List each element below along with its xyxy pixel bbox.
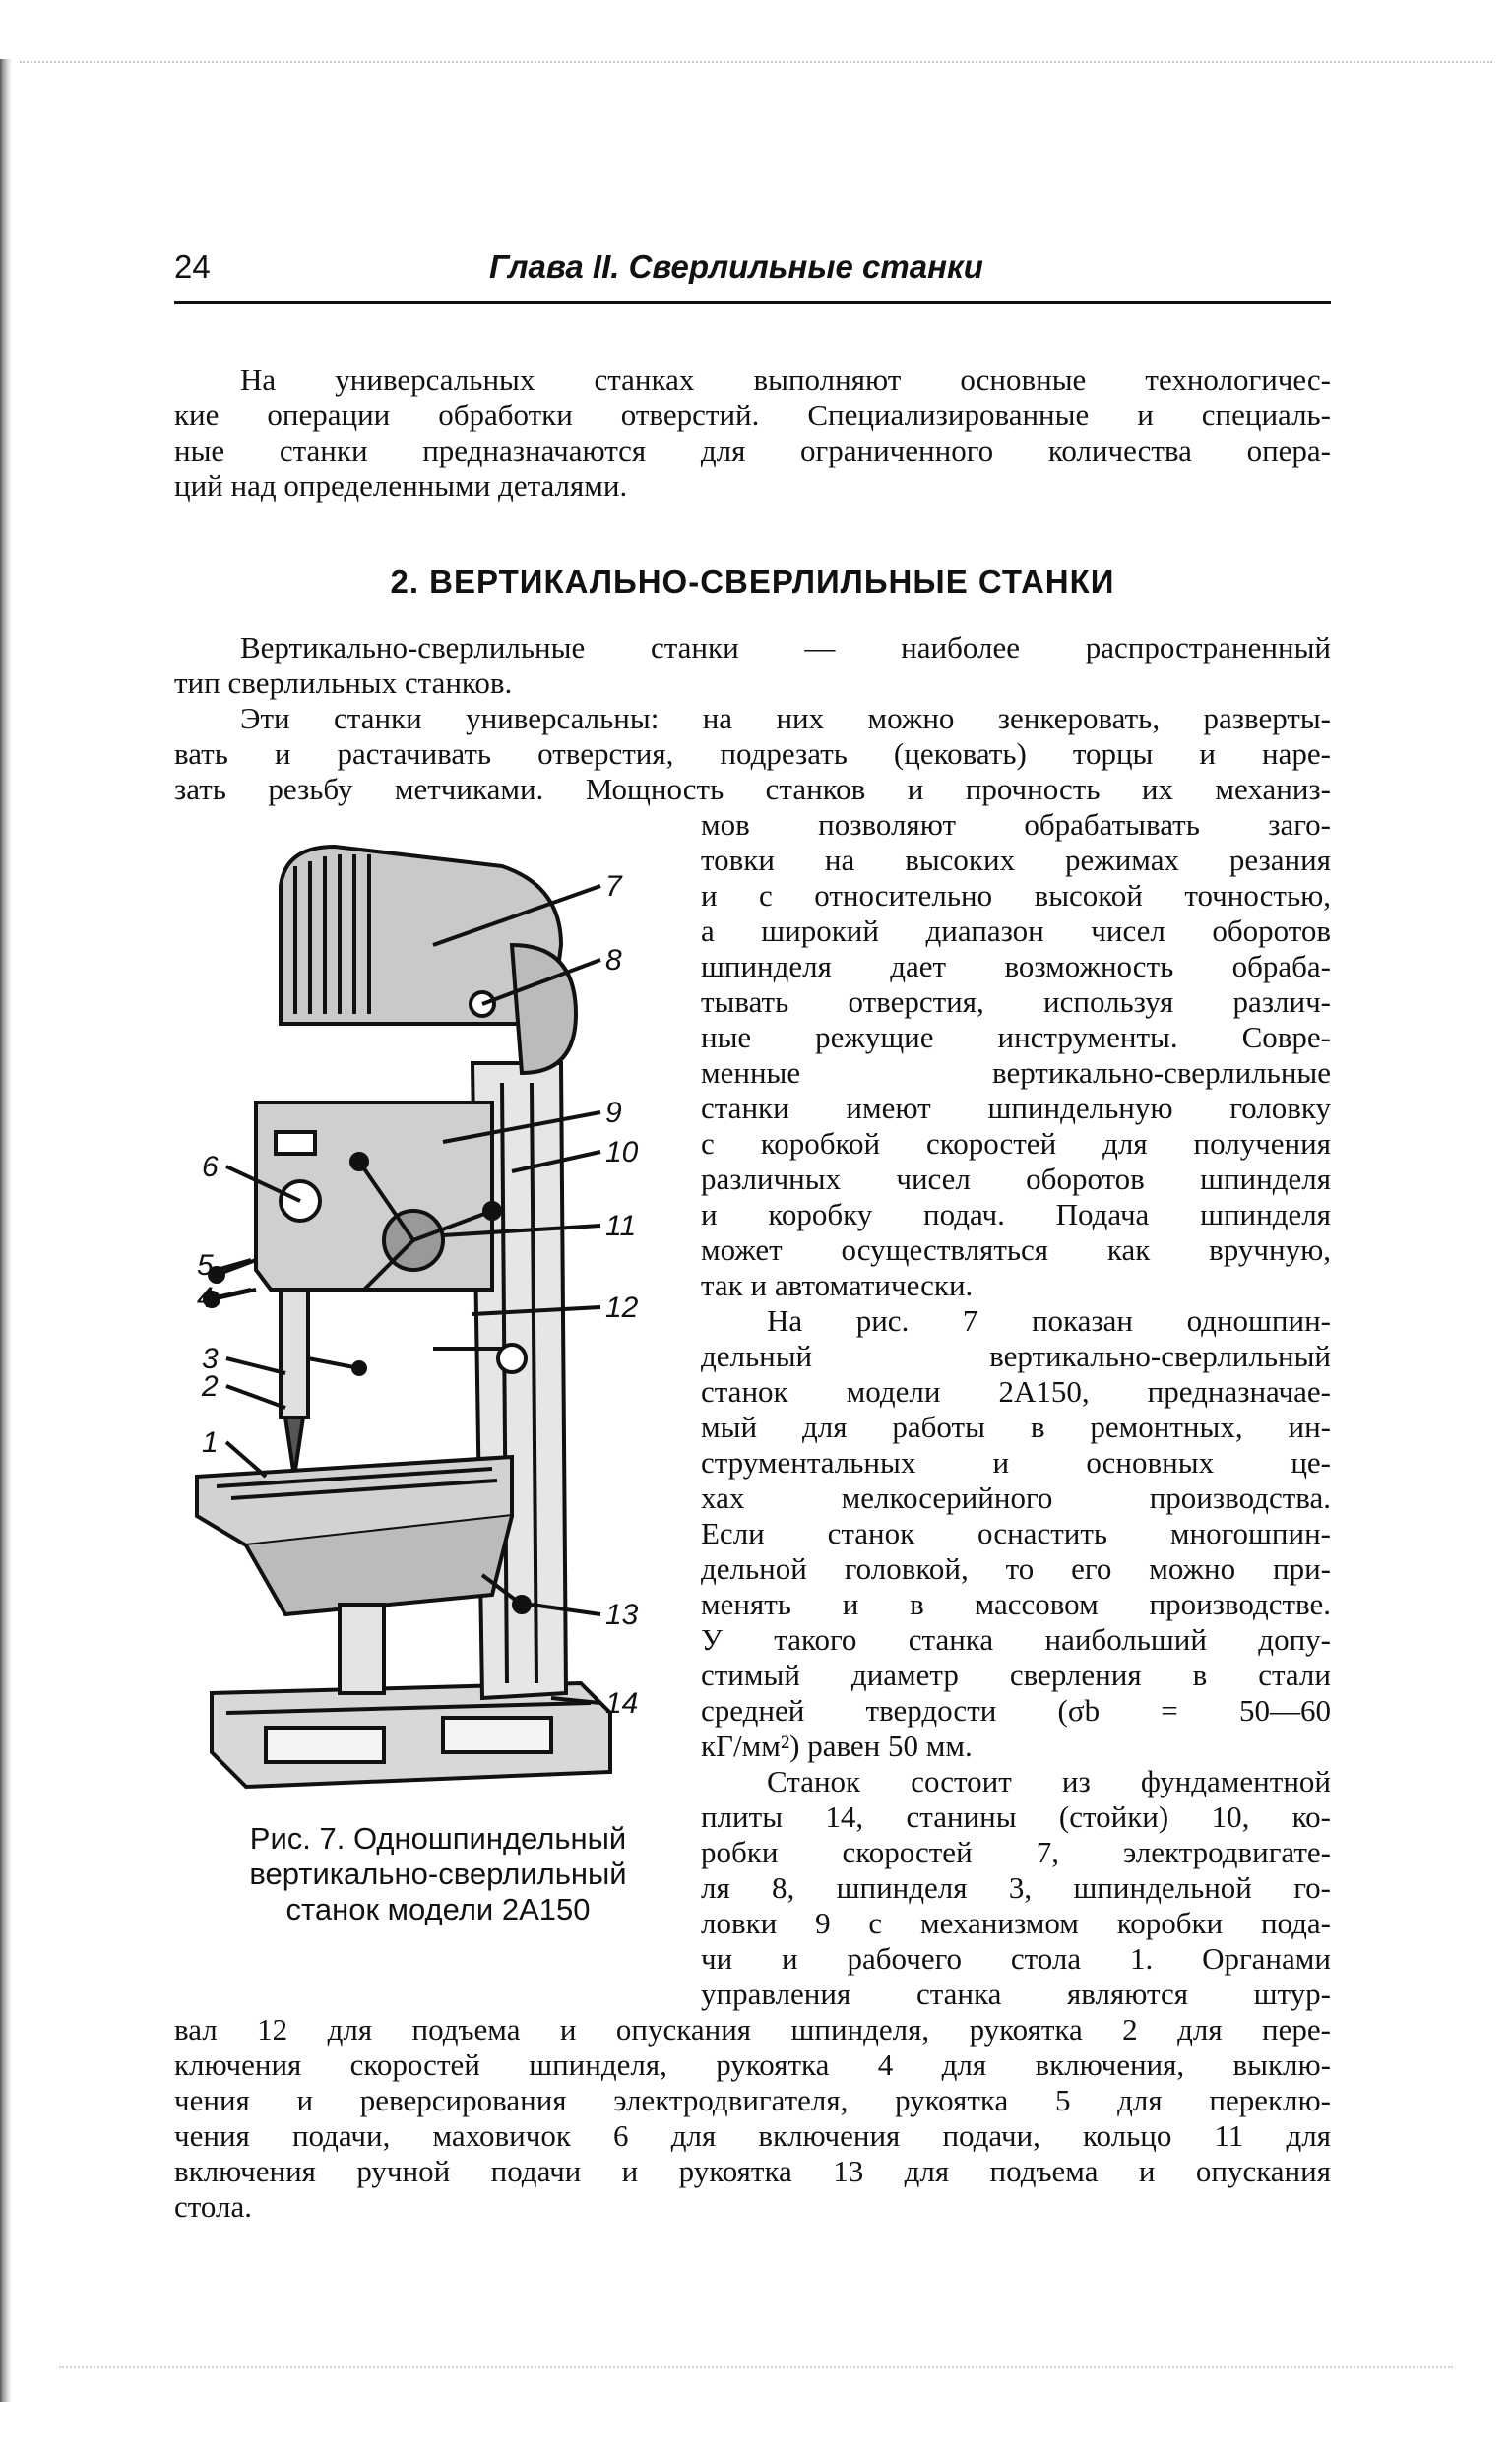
scan-noise-bottom [59,2366,1453,2374]
text-line: станок модели 2А150, предназначае- [701,1374,1331,1409]
text-line: дельный вертикально-сверлильный [701,1339,1331,1373]
callout-3: 3 [202,1343,219,1375]
text-line: тывать отверстия, используя различ- [701,984,1331,1019]
page-edge-shadow [0,59,12,2402]
text-line: ций над определенными деталями. [174,469,628,503]
caption-line: станок модели 2А150 [285,1892,591,1926]
text-line: дельной головкой, то его можно при- [701,1551,1331,1586]
caption-line: Рис. 7. Одношпиндельный [249,1821,627,1856]
callout-4: 4 [197,1282,214,1314]
bottom-text [174,2012,1331,2225]
text-line: Эти станки универсальны: на них можно зенкеровать, разверты- [240,701,1331,735]
text-line: менные вертикально-сверлильные [701,1055,1331,1090]
text-line: станки имеют шпиндельную головку [701,1091,1331,1125]
text-line: зать резьбу метчиками. Мощность станков и прочность их механиз- [174,772,1331,806]
callout-14: 14 [605,1687,639,1720]
text-line: ля 8, шпинделя 3, шпиндельной го- [701,1870,1331,1905]
text-line: различных чисел оборотов шпинделя [701,1162,1331,1196]
intro-paragraph [174,362,1331,504]
text-line: ные режущие инструменты. Совре- [701,1020,1331,1054]
text-line: кГ/мм²) равен 50 мм. [701,1729,973,1763]
text-line: На универсальных станках выполняют основные технологичес- [240,362,1331,397]
text-line: мов позволяют обрабатывать заго- [701,807,1331,842]
text-line: товки на высоких режимах резания [701,843,1331,877]
text-line: чи и рабочего стола 1. Органами [701,1941,1331,1976]
text-line: ключения скоростей шпинделя, рукоятка 4 для включения, выклю- [174,2048,1331,2082]
callout-7: 7 [605,870,622,903]
text-line: стола. [174,2189,252,2224]
callout-10: 10 [605,1136,639,1168]
text-line: менять и в массовом производстве. [701,1587,1331,1621]
text-line: включения ручной подачи и рукоятка 13 для подъема и опускания [174,2154,1331,2188]
text-line: На рис. 7 показан одношпин- [767,1303,1331,1338]
spindle [281,1290,308,1418]
callout-1: 1 [202,1426,219,1459]
text-line: Станок состоит из фундаментной [767,1764,1331,1798]
figure-drill-press [187,827,709,1811]
caption-line: вертикально-сверлильный [249,1857,627,1891]
text-line: и коробку подач. Подача шпинделя [701,1197,1331,1231]
callout-8: 8 [605,944,622,976]
text-line: Если станок оснастить многошпин- [701,1516,1331,1550]
text-line: Вертикально-сверлильные станки — наиболее распространенный [240,630,1331,664]
callout-6: 6 [202,1151,219,1183]
callout-5: 5 [197,1249,214,1282]
callout-11: 11 [605,1210,637,1242]
text-line: ные станки предназначаются для ограниченного количества опера- [174,433,1331,468]
chapter-title: Глава II. Сверлильные станки [489,248,983,284]
text-line: так и автоматически. [701,1268,974,1302]
callout-12: 12 [605,1292,639,1324]
text-line: и с относительно высокой точностью, [701,878,1331,913]
column-text [701,807,1331,2012]
text-line: плиты 14, станины (стойки) 10, ко- [701,1799,1331,1834]
text-line: управления станка являются штур- [701,1977,1331,2011]
text-line: чения подачи, маховичок 6 для включения подачи, кольцо 11 для [174,2118,1331,2153]
page-number: 24 [174,248,211,284]
text-line: стимый диаметр сверления в стали [701,1658,1331,1692]
text-line: ловки 9 с механизмом коробки пода- [701,1906,1331,1940]
scan-noise-top [20,61,1492,69]
text-line: мый для работы в ремонтных, ин- [701,1410,1331,1444]
text-line: а широкий диапазон чисел оборотов [701,914,1331,948]
text-line: с коробкой скоростей для получения [701,1126,1331,1161]
electric-motor [512,945,576,1073]
text-line: кие операции обработки отверстий. Специализированные и специаль- [174,398,1331,432]
text-line: вал 12 для подъема и опускания шпинделя, рукоятка 2 для пере- [174,2012,1331,2047]
running-header [174,246,1331,304]
text-line: средней твердости (σb = 50—60 [701,1693,1331,1728]
text-line: шпинделя дает возможность обраба- [701,949,1331,983]
text-line: струментальных и основных це- [701,1445,1331,1480]
text-line: может осуществляться как вручную, [701,1232,1331,1267]
full-width-text [174,630,1331,807]
drill-press-illustration [187,827,709,1811]
text-line: У такого станка наибольший допу- [701,1622,1331,1657]
figure-caption [177,1821,699,1927]
text-line: тип сверлильных станков. [174,665,513,700]
callout-2: 2 [202,1370,219,1403]
text-line: хах мелкосерийного производства. [701,1480,1331,1515]
section-heading: 2. ВЕРТИКАЛЬНО-СВЕРЛИЛЬНЫЕ СТАНКИ [390,563,1115,599]
callout-13: 13 [605,1599,639,1631]
text-line: робки скоростей 7, электродвигате- [701,1835,1331,1869]
text-line: чения и реверсирования электродвигателя, рукоятка 5 для переклю- [174,2083,1331,2117]
callout-9: 9 [605,1097,622,1129]
text-line: вать и растачивать отверстия, подрезать (цековать) торцы и наре- [174,736,1331,771]
